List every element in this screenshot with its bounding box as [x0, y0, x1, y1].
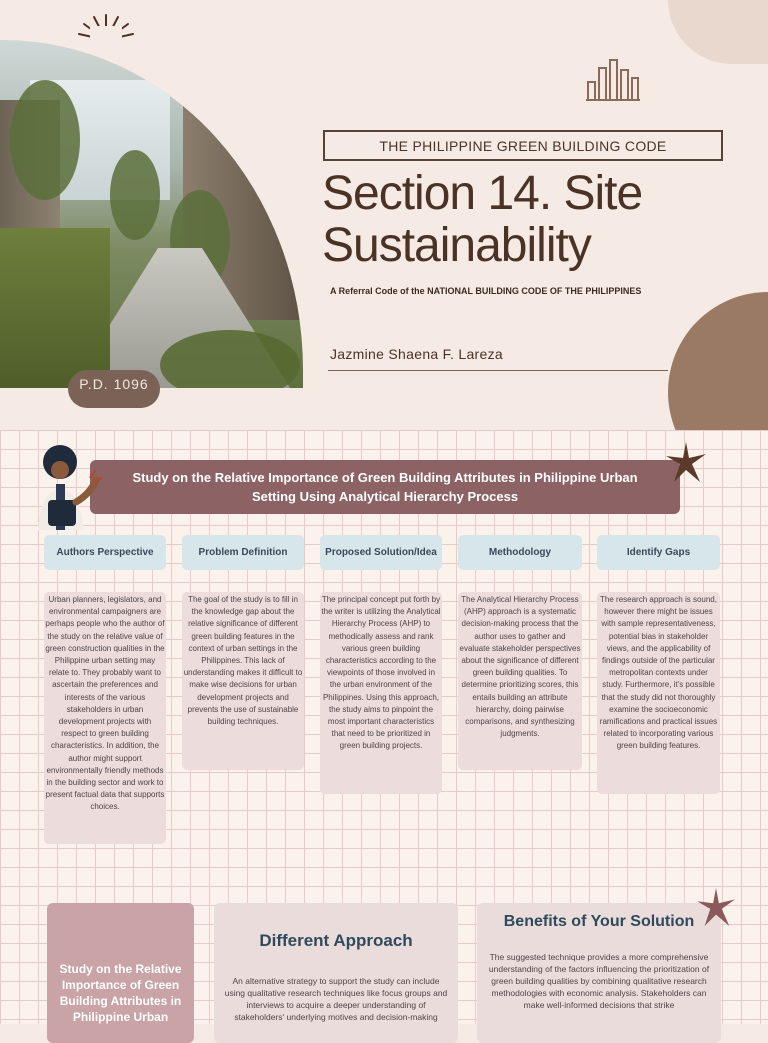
column-heading-methodology: Methodology: [458, 535, 582, 570]
cover-section: [0, 0, 768, 430]
column-body-problem: The goal of the study is to fill in the knowledge gap about the relative significance of different green building features in the context of urban settings in the Philippines. This lack of understanding makes it difficult to make wise decisions for urban development projects and prevents the use of sustainable building techniques.: [182, 592, 304, 770]
code-label: THE PHILIPPINE GREEN BUILDING CODE: [323, 130, 723, 161]
referral-subtitle: A Referral Code of the NATIONAL BUILDING CODE OF THE PHILIPPINES: [330, 286, 642, 296]
pd-badge: P.D. 1096: [68, 370, 160, 408]
page-title: [322, 168, 762, 272]
column-heading-authors: Authors Perspective: [44, 535, 166, 570]
corner-decoration: [668, 0, 768, 64]
different-approach-card: [214, 903, 458, 1043]
benefits-title: Benefits of Your Solution: [503, 913, 695, 930]
author-name: Jazmine Shaena F. Lareza: [330, 346, 503, 362]
building-photo: [0, 40, 303, 388]
column-body-gaps: The research approach is sound, however there might be issues with sample representativeness, potential bias in stakeholder views, and the applicability of findings outside of the particular metropolitan contexts under study. Furthermore, it's possible that the study did not thoroughly examine the socioeconomic ramifications and practical issues related to incorporating various green building features.: [597, 592, 720, 794]
column-body-solution: The principal concept put forth by the writer is utilizing the Analytical Hierarchy Process (AHP) to methodically assess and rank various green building characteristics according to the viewpoints of those involved in the urban environment of the Philippines. Using this approach, the study aims to pinpoint the most important characteristics that need to be prioritized in green building projects.: [320, 592, 442, 794]
benefits-card: [477, 903, 721, 1043]
sunburst-icon: [76, 12, 136, 42]
person-illustration-icon: [30, 444, 104, 530]
different-approach-text: An alternative strategy to support the study can include using qualitative research techniques like focus groups and interviews to acquire a deeper understanding of stakeholders' underlying motives and decision-making: [224, 976, 448, 1022]
benefits-text: The suggested technique provides a more comprehensive understanding of the factors influencing the prioritization of green building qualities by combining qualitative research methodologies with economic analysis. Stakeholders can make well-informed decisions that strike: [488, 952, 710, 1010]
accent-circle: [668, 292, 768, 430]
column-heading-gaps: Identify Gaps: [597, 535, 720, 570]
title-line-2: Sustainability: [322, 219, 591, 272]
study-summary-card: Study on the Relative Importance of Green Building Attributes in Philippine Urban: [47, 903, 194, 1043]
study-title-banner: Study on the Relative Importance of Green Building Attributes in Philippine Urban Setting Using Analytical Hierarchy Process: [90, 460, 680, 514]
different-approach-title: Different Approach: [259, 931, 413, 950]
star-icon: [697, 888, 735, 926]
title-line-1: Section 14. Site: [322, 167, 643, 220]
column-body-methodology: The Analytical Hierarchy Process (AHP) approach is a systematic decision-making process that the author uses to gather and evaluate stakeholder perspectives about the significance of different green building qualities. To determine prioritizing scores, this entails building an attribute hierarchy, doing pairwise comparisons, and synthesizing judgments.: [458, 592, 582, 770]
column-body-authors: Urban planners, legislators, and environmental campaigners are perhaps people who the author of the study on the relative value of green construction qualities in the Philippine urban setting may relate to. They probably want to ascertain the preferences and interests of the various stakeholders in urban development projects with respect to green building characteristics. In addition, the author might support environmentally friendly methods in the building sector and work to present factual data that supports choices.: [44, 592, 166, 844]
bar-chart-icon: [586, 58, 640, 102]
star-icon: [666, 442, 706, 482]
column-heading-solution: Proposed Solution/Idea: [320, 535, 442, 570]
author-divider: [328, 370, 668, 371]
column-heading-problem: Problem Definition: [182, 535, 304, 570]
